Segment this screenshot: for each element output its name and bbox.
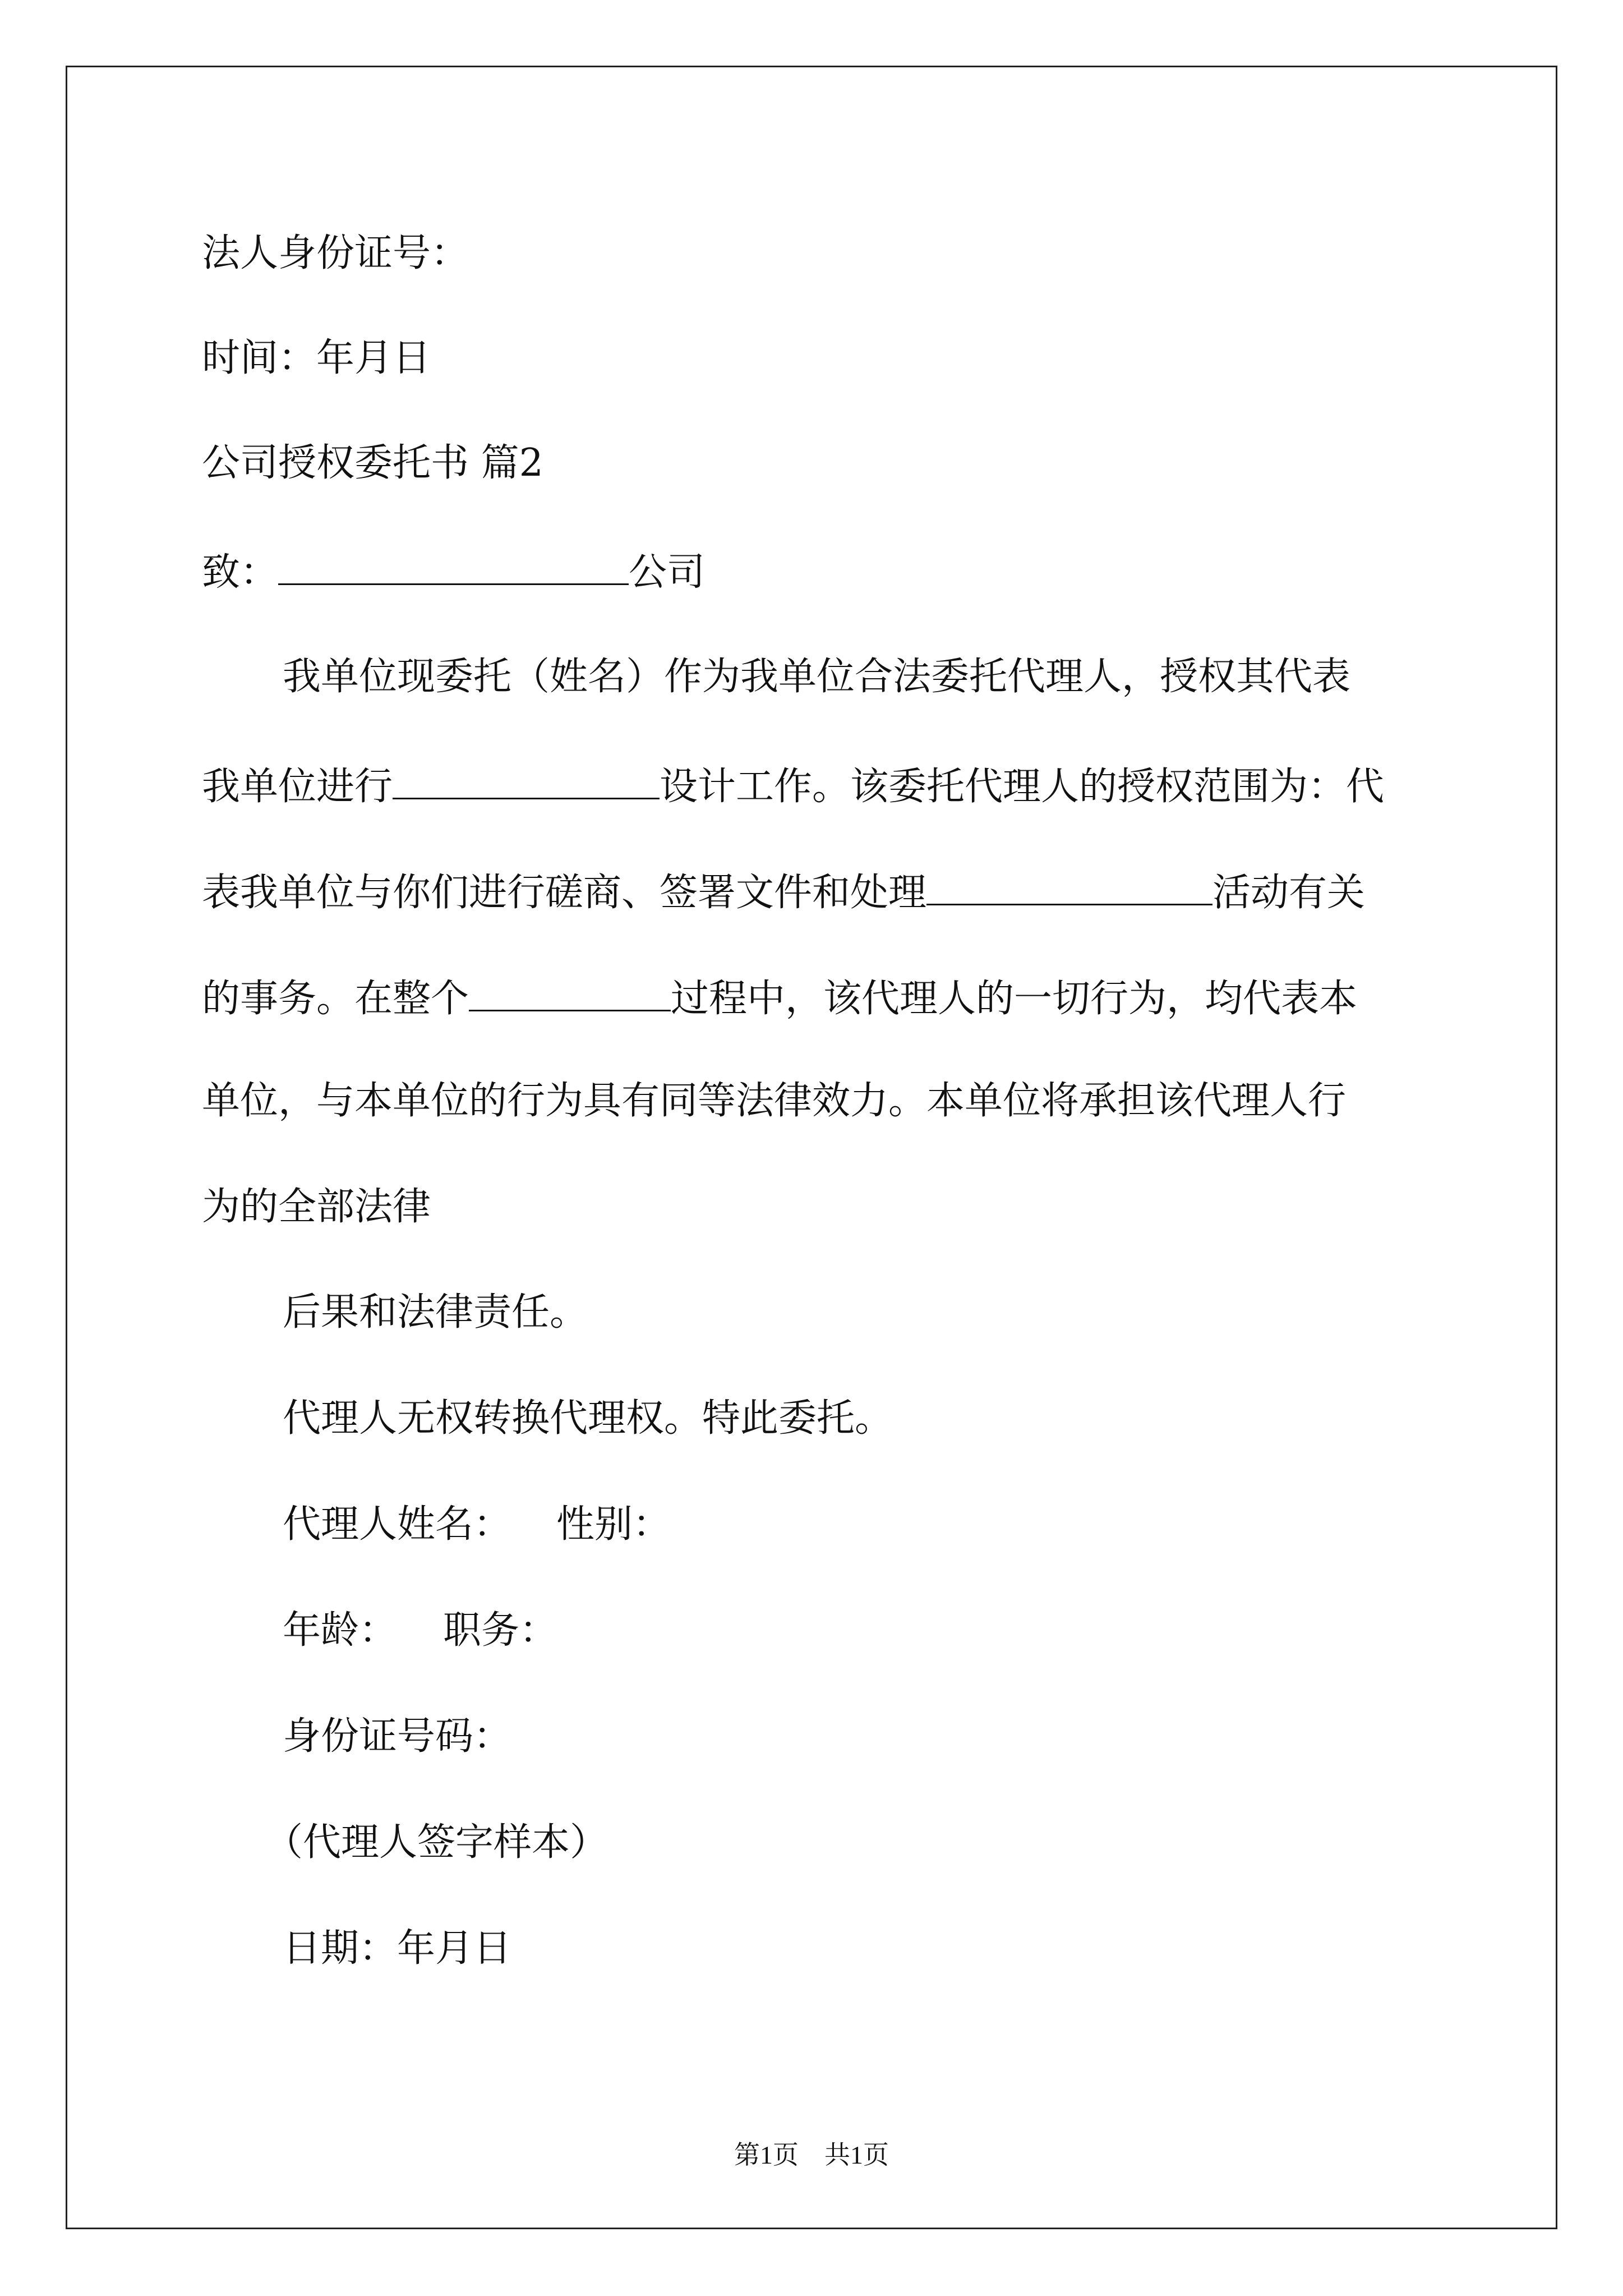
no-transfer-line: 代理人无权转换代理权。特此委托。 (283, 1396, 893, 1441)
addressee-line (202, 550, 706, 595)
page-frame (66, 66, 1557, 2229)
process-blank (469, 976, 671, 1011)
body-line-2-end: 设计工作。该委托代理人的授权范围为：代 (660, 765, 1385, 809)
date-line: 日期：年月日 (283, 1926, 512, 1971)
project-blank (393, 764, 660, 799)
addressee-suffix: 公司 (629, 550, 706, 595)
addressee-prefix: 致： (202, 550, 279, 595)
time-line: 时间：年月日 (202, 336, 431, 380)
body-line-3-end: 活动有关 (1212, 871, 1366, 915)
age-line (283, 1608, 558, 1653)
legal-id-line: 法人身份证号： (202, 231, 469, 275)
section-heading: 公司授权委托书 篇2 (202, 441, 543, 485)
company-name-blank (278, 550, 629, 585)
gender-label: 性别： (556, 1502, 671, 1547)
position-label: 职务： (443, 1608, 558, 1653)
signature-sample-line: （代理人签字样本） (265, 1820, 608, 1865)
consequence-line: 后果和法律责任。 (283, 1290, 588, 1335)
id-number-line: 身份证号码： (283, 1714, 512, 1759)
body-line-2 (202, 764, 1385, 809)
body-line-1: 我单位现委托（姓名）作为我单位合法委托代理人，授权其代表 (283, 655, 1351, 699)
body-line-4 (202, 976, 1358, 1021)
body-line-5: 单位，与本单位的行为具有同等法律效力。本单位将承担该代理人行 (202, 1079, 1347, 1123)
agent-name-line (283, 1502, 671, 1547)
body-line-3 (202, 870, 1366, 915)
page-footer (0, 2134, 1623, 2171)
agent-name-label: 代理人姓名： (283, 1502, 512, 1547)
body-line-4-start: 的事务。在整个 (202, 977, 469, 1021)
body-line-2-start: 我单位进行 (202, 765, 393, 809)
page-total: 共1页 (824, 2141, 889, 2169)
age-label: 年龄： (283, 1608, 398, 1653)
body-line-3-start: 表我单位与你们进行磋商、签署文件和处理 (202, 871, 927, 915)
activity-blank (926, 870, 1212, 905)
body-line-4-end: 过程中，该代理人的一切行为，均代表本 (671, 977, 1358, 1021)
body-line-6: 为的全部法律 (202, 1185, 431, 1229)
page-number: 第1页 (734, 2141, 799, 2169)
